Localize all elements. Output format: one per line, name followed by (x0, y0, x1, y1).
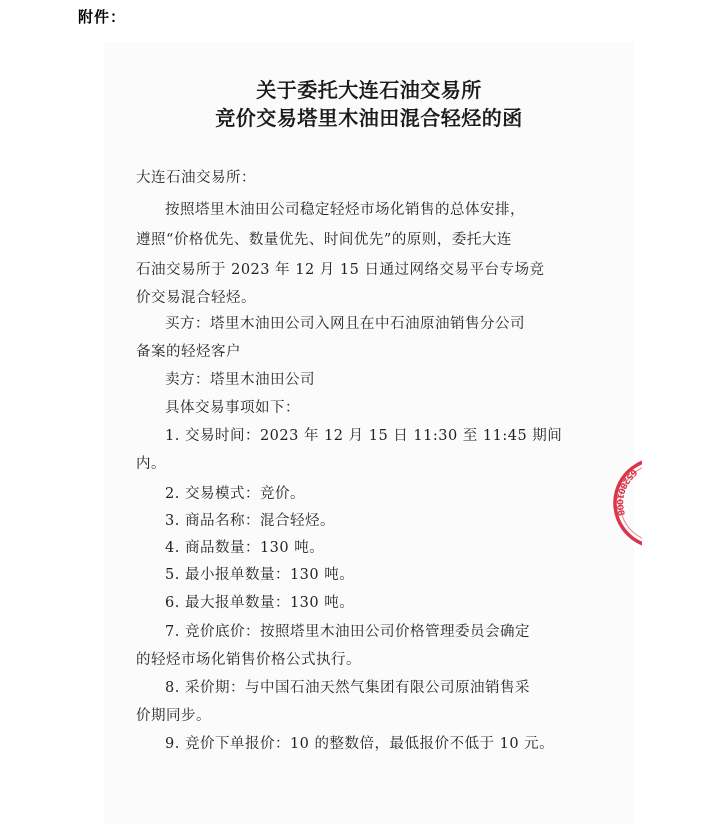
body-line: 备案的轻烃客户 (136, 344, 241, 360)
attachment-label: 附件： (78, 8, 127, 26)
official-seal-stamp (612, 455, 642, 551)
body-line: 的轻烃市场化销售价格公式执行。 (136, 652, 361, 668)
document-title-line-1: 关于委托大连石油交易所 (256, 78, 482, 102)
body-line: 遵照“价格优先、数量优先、时间优先”的原则，委托大连 (136, 232, 512, 248)
body-line: 卖方：塔里木油田公司 (165, 372, 315, 388)
seal-graphic (612, 455, 642, 551)
body-line: 具体交易事项如下： (165, 400, 300, 416)
body-line: 2. 交易模式：竞价。 (165, 486, 305, 502)
scanned-document-page (104, 42, 634, 824)
salutation: 大连石油交易所： (136, 170, 256, 186)
body-line: 价期同步。 (136, 708, 211, 724)
body-line: 买方：塔里木油田公司入网且在中石油原油销售分公司 (165, 316, 525, 332)
body-line: 5. 最小报单数量：130 吨。 (165, 567, 355, 583)
body-line: 9. 竞价下单报价：10 的整数倍，最低报价不低于 10 元。 (165, 736, 555, 752)
body-line: 6. 最大报单数量：130 吨。 (165, 595, 355, 611)
body-line: 石油交易所于 2023 年 12 月 15 日通过网络交易平台专场竞 (136, 262, 545, 278)
document-title-line-2: 竞价交易塔里木油田混合轻烃的函 (215, 106, 523, 130)
body-line: 3. 商品名称：混合轻烃。 (165, 513, 335, 529)
body-line: 内。 (136, 456, 166, 472)
body-line: 1. 交易时间：2023 年 12 月 15 日 11:30 至 11:45 期间 (165, 428, 563, 444)
seal-number: 652801008 (613, 466, 639, 518)
body-line: 8. 采价期：与中国石油天然气集团有限公司原油销售采 (165, 680, 530, 696)
body-line: 价交易混合轻烃。 (136, 290, 256, 306)
body-line: 7. 竞价底价：按照塔里木油田公司价格管理委员会确定 (165, 624, 530, 640)
body-line: 4. 商品数量：130 吨。 (165, 540, 325, 556)
body-line: 按照塔里木油田公司稳定轻烃市场化销售的总体安排， (165, 202, 525, 218)
